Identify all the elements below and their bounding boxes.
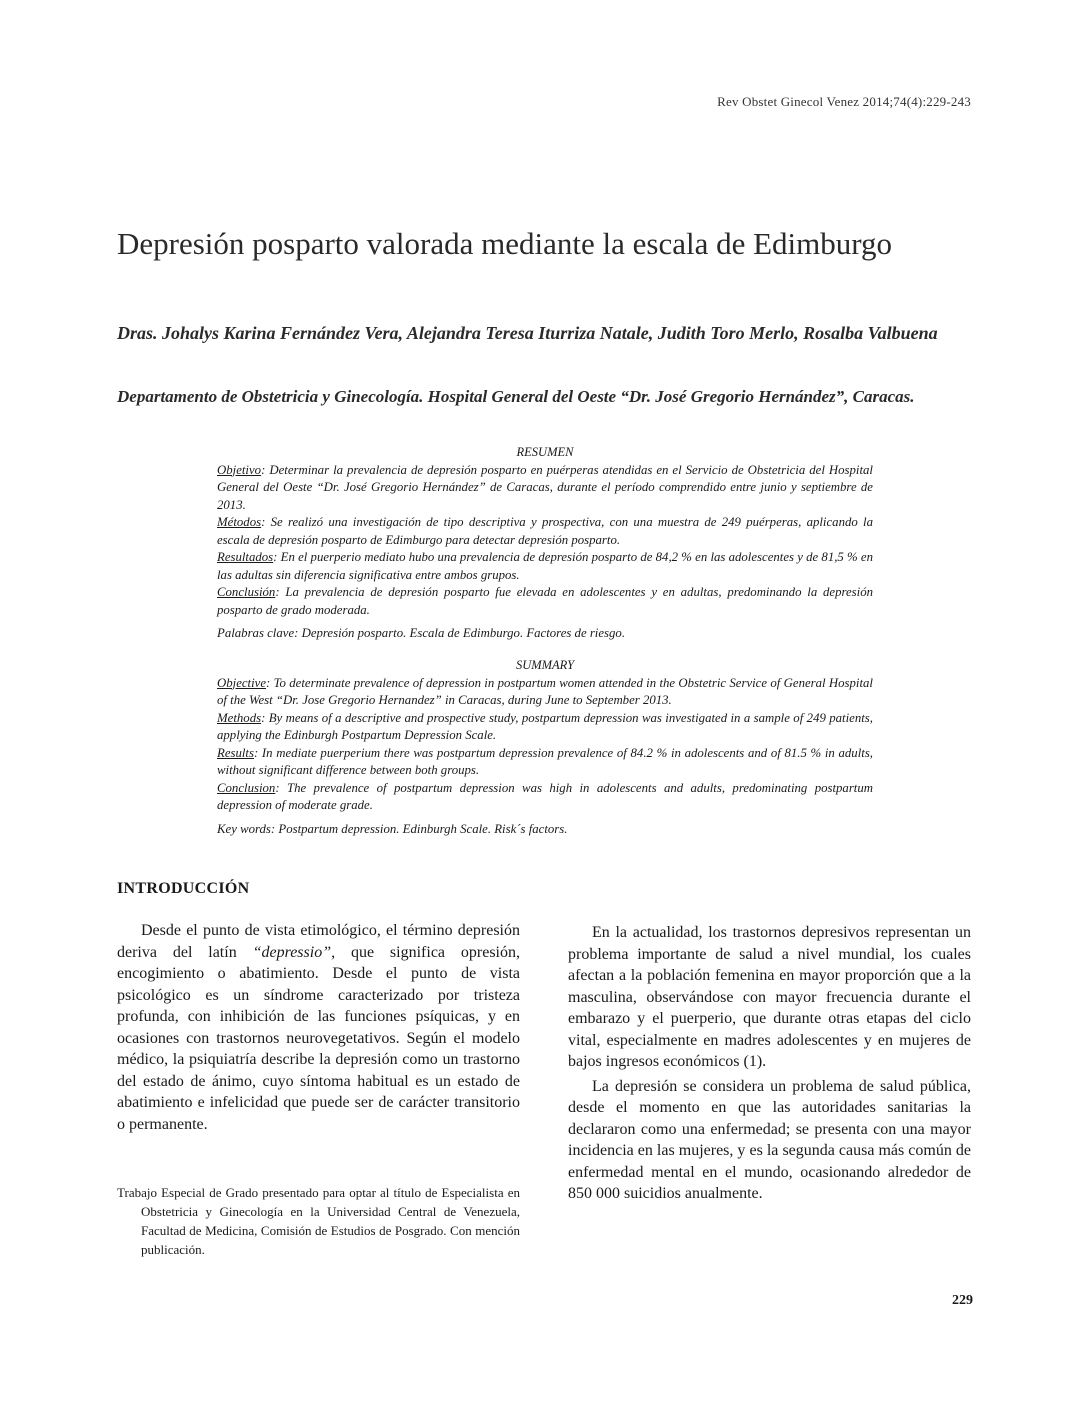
resumen-resultados-text: : En el puerperio mediato hubo una prevalencia de depresión posparto de 84,2 % en las adolescentes y de 81,5 % en las adultas sin diferencia significativa entre ambos grupos.: [217, 550, 873, 582]
summary-conclusion: [217, 780, 873, 815]
summary-conclusion-label: Conclusion: [217, 780, 276, 795]
resumen-objetivo: [217, 462, 873, 515]
resumen-metodos-text: : Se realizó una investigación de tipo descriptiva y prospectiva, con una muestra de 249 puérperas, aplicando la escala de depresión posparto de Edimburgo para detectar depresión posparto.: [217, 515, 873, 547]
article-authors: Dras. Johalys Karina Fernández Vera, Alejandra Teresa Iturriza Natale, Judith Toro Merlo, Rosalba Valbuena: [117, 323, 938, 343]
article-title: Depresión posparto valorada mediante la escala de Edimburgo: [117, 226, 893, 261]
resumen-keywords: Palabras clave: Depresión posparto. Escala de Edimburgo. Factores de riesgo.: [217, 626, 626, 640]
summary-abstract: [217, 657, 873, 838]
summary-methods-label: Methods: [217, 710, 262, 725]
intro-paragraph-1: [117, 920, 520, 1135]
resumen-conclusion: [217, 584, 873, 619]
resumen-heading: RESUMEN: [516, 445, 574, 459]
summary-objective-label: Objective: [217, 675, 267, 690]
intro-paragraph-1-start: Desde el punto de vista etimológico, el término depresión deriva del latín: [117, 922, 520, 961]
summary-keywords: Key words: Postpartum depression. Edinburgh Scale. Risk´s factors.: [217, 821, 568, 836]
intro-paragraph-2: En la actualidad, los trastornos depresivos representan un problema importante de salud a nivel mundial, los cuales afectan a la población femenina en mayor proporción que a la masculina, observándose con mayor frecuencia durante el embarazo y el puerperio, que durante otras etapas del ciclo vital, especialmente en madres adolescentes y en mujeres de bajos ingresos económicos (1).: [568, 924, 971, 1070]
resumen-objetivo-label: Objetivo: [217, 462, 262, 477]
summary-objective-text: : To determinate prevalence of depression in postpartum women attended in the Obstetric Service of General Hospital of the West “Dr. Jose Gregorio Hernandez” in Caracas, during June to September 2013.: [217, 675, 873, 707]
intro-latin-term: “depressio”: [252, 943, 332, 961]
body-column-right: [568, 922, 971, 1205]
intro-paragraph-3: La depresión se considera un problema de salud pública, desde el momento en que las autoridades sanitarias la declararon como una enfermedad; se presenta con una mayor incidencia en las mujeres, y es la segunda causa más común de enfermedad mental en el mundo, ocasionando alrededor de 850 000 suicidios anualmente.: [568, 1077, 971, 1202]
body-column-left: [117, 920, 520, 1135]
summary-results-label: Results: [217, 745, 254, 760]
resumen-conclusion-label: Conclusión: [217, 585, 276, 599]
resumen-metodos-label: Métodos: [217, 515, 262, 529]
summary-results-text: : In mediate puerperium there was postpartum depression prevalence of 84.2 % in adolescents and of 81.5 % in adults, without significant difference between both groups.: [217, 745, 873, 777]
resumen-metodos: [217, 514, 873, 549]
intro-paragraph-1-end: , que significa opresión, encogimiento o abatimiento. Desde el punto de vista psicológico es un síndrome caracterizado por tristeza profunda, con inhibición de las funciones psíquicas, y en ocasiones con trastornos neurovegetativos. Según el modelo médico, la psiquiatría describe la depresión como un trastorno del estado de ánimo, cuyo síntoma habitual es un estado de abatimiento e infelicidad que puede ser de carácter transitorio o permanente.: [117, 943, 520, 1133]
resumen-resultados: [217, 549, 873, 584]
section-heading-introduccion: INTRODUCCIÓN: [117, 880, 250, 897]
summary-heading: SUMMARY: [515, 658, 575, 672]
footnote: Trabajo Especial de Grado presentado para optar al título de Especialista en Obstetricia y Ginecología en la Universidad Central de Venezuela, Facultad de Medicina, Comisión de Estudios de Posgrado. Con mención publicación.: [117, 1185, 520, 1257]
resumen-resultados-label: Resultados: [217, 550, 274, 564]
article-affiliation: Departamento de Obstetricia y Ginecología. Hospital General del Oeste “Dr. José Gregorio Hernández”, Caracas.: [117, 387, 915, 406]
summary-methods-text: : By means of a descriptive and prospective study, postpartum depression was investigated in a sample of 249 patients, applying the Edinburgh Postpartum Depression Scale.: [217, 710, 873, 742]
page-number: 229: [952, 1293, 973, 1308]
resumen-objetivo-text: : Determinar la prevalencia de depresión posparto en puérperas atendidas en el Servicio de Obstetricia del Hospital General del Oeste “Dr. José Gregorio Hernández” de Caracas, durante el período comprendido entre junio y septiembre de 2013.: [217, 462, 873, 512]
resumen-conclusion-text: : La prevalencia de depresión posparto fue elevada en adolescentes y en adultas, predominando la depresión posparto de grado moderada.: [217, 585, 873, 617]
summary-results: [217, 745, 873, 780]
journal-reference: Rev Obstet Ginecol Venez 2014;74(4):229-243: [717, 94, 971, 109]
summary-conclusion-text: : The prevalence of postpartum depression was high in adolescents and adults, predominating postpartum depression of moderate grade.: [217, 780, 873, 812]
resumen-abstract: [217, 444, 873, 643]
summary-objective: [217, 675, 873, 710]
summary-methods: [217, 710, 873, 745]
